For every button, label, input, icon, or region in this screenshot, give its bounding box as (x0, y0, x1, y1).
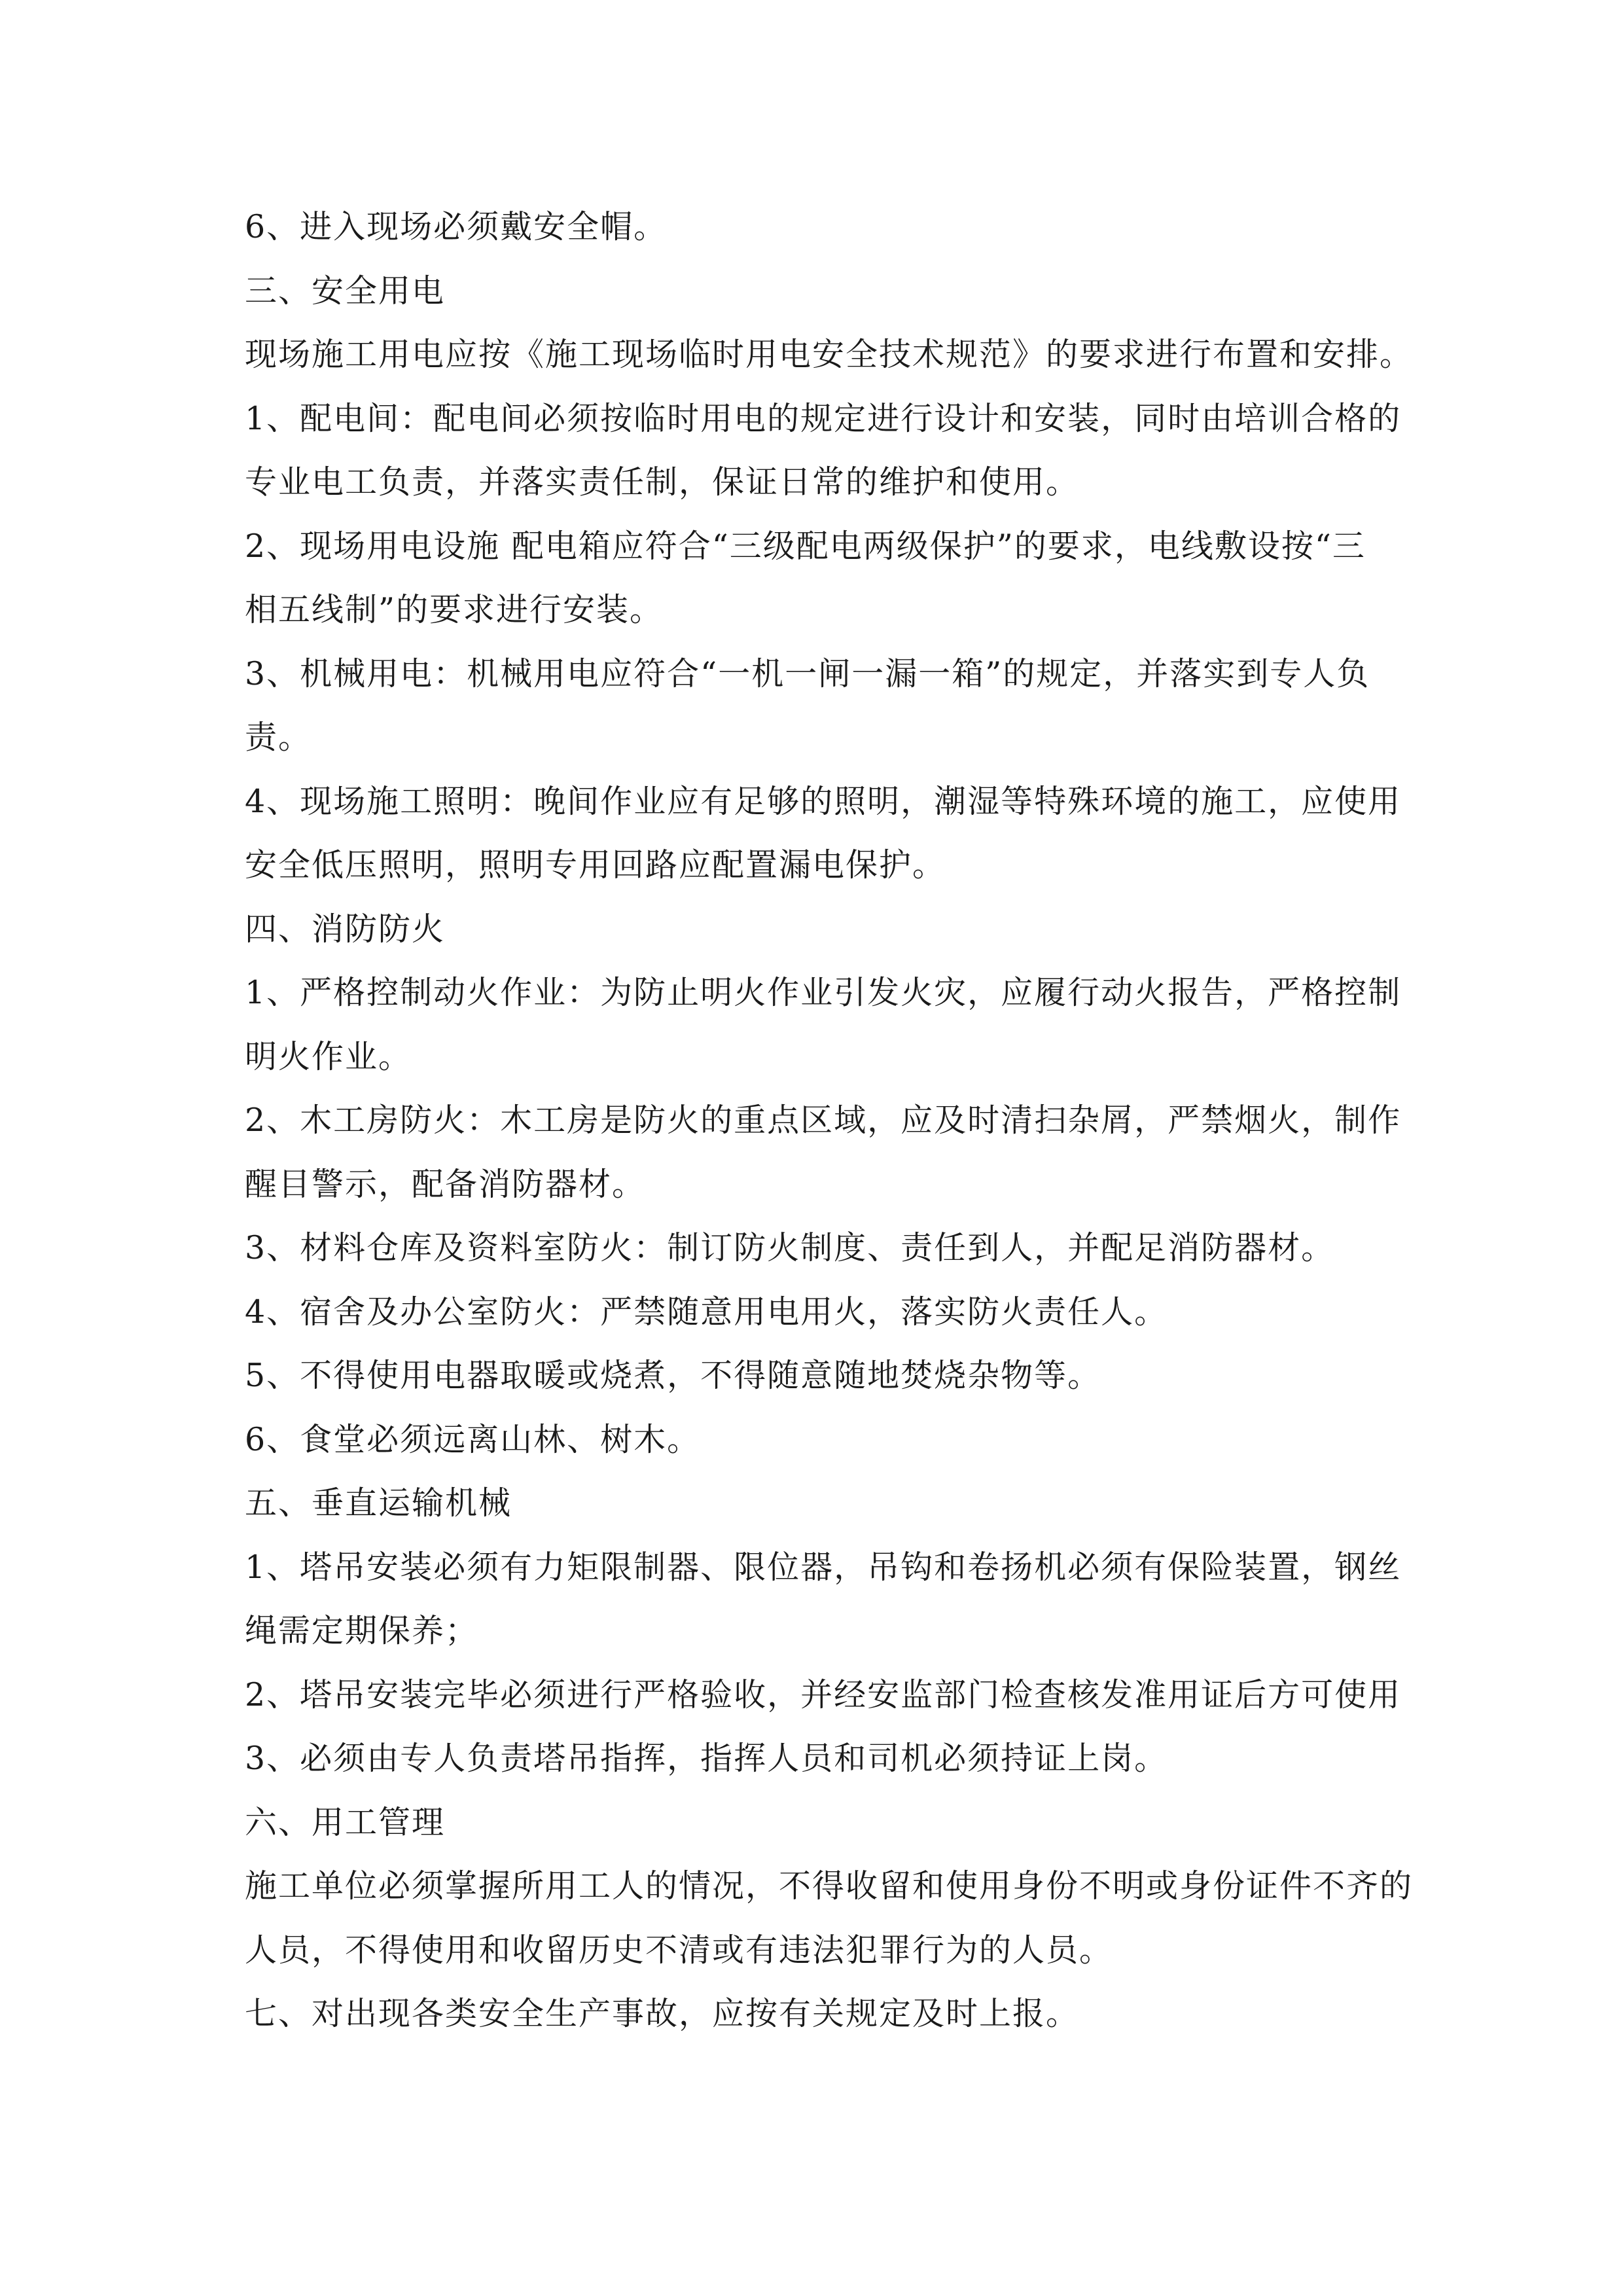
section-heading-lifting: 五、垂直运输机械 (245, 1484, 512, 1522)
item-woodshop: 2、木工房防火：木工房是防火的重点区域，应及时清扫杂屑，严禁烟火，制作 (245, 1102, 1402, 1139)
item-woodshop-cont: 醒目警示，配备消防器材。 (245, 1165, 646, 1203)
item-crane-command: 3、必须由专人负责塔吊指挥，指挥人员和司机必须持证上岗。 (245, 1740, 1168, 1777)
item-crane-install: 1、塔吊安装必须有力矩限制器、限位器，吊钩和卷扬机必须有保险装置，钢丝 (245, 1548, 1402, 1586)
section-heading-labor: 六、用工管理 (245, 1803, 446, 1841)
item-hot-work: 1、严格控制动火作业：为防止明火作业引发火灾，应履行动火报告，严格控制 (245, 974, 1402, 1011)
section-heading-accident-report: 七、对出现各类安全生产事故，应按有关规定及时上报。 (245, 1995, 1080, 2032)
item-machine-power-cont: 责。 (245, 719, 312, 756)
item-distribution-room-cont: 专业电工负责，并落实责任制，保证日常的维护和使用。 (245, 463, 1080, 501)
item-crane-install-cont: 绳需定期保养； (245, 1612, 479, 1649)
paragraph-labor: 施工单位必须掌握所用工人的情况，不得收留和使用身份不明或身份证件不齐的 (245, 1867, 1414, 1905)
item-canteen: 6、食堂必须远离山林、树木。 (245, 1420, 701, 1458)
item-machine-power: 3、机械用电：机械用电应符合“一机一闸一漏一箱”的规定，并落实到专人负 (245, 655, 1370, 692)
section-heading-electricity: 三、安全用电 (245, 272, 446, 310)
item-site-lighting: 4、现场施工照明：晚间作业应有足够的照明，潮湿等特殊环境的施工，应使用 (245, 782, 1402, 820)
item-helmet: 6、进入现场必须戴安全帽。 (245, 208, 668, 245)
item-heating: 5、不得使用电器取暖或烧煮，不得随意随地焚烧杂物等。 (245, 1357, 1101, 1394)
document-body (245, 195, 1414, 2046)
section-heading-fire: 四、消防防火 (245, 910, 446, 948)
item-site-power: 2、现场用电设施 配电箱应符合“三级配电两级保护”的要求，电线敷设按“三 (245, 527, 1366, 565)
item-dormitory: 4、宿舍及办公室防火：严禁随意用电用火，落实防火责任人。 (245, 1293, 1168, 1331)
item-warehouse: 3、材料仓库及资料室防火：制订防火制度、责任到人，并配足消防器材。 (245, 1229, 1335, 1266)
item-crane-acceptance: 2、塔吊安装完毕必须进行严格验收，并经安监部门检查核发准用证后方可使用 (245, 1676, 1402, 1713)
paragraph-labor-cont: 人员，不得使用和收留历史不清或有违法犯罪行为的人员。 (245, 1931, 1113, 1969)
item-hot-work-cont: 明火作业。 (245, 1037, 412, 1075)
item-distribution-room: 1、配电间：配电间必须按临时用电的规定进行设计和安装，同时由培训合格的 (245, 399, 1402, 437)
paragraph-electricity-intro: 现场施工用电应按《施工现场临时用电安全技术规范》的要求进行布置和安排。 (245, 336, 1414, 373)
item-site-lighting-cont: 安全低压照明，照明专用回路应配置漏电保护。 (245, 846, 946, 884)
item-site-power-cont: 相五线制”的要求进行安装。 (245, 591, 664, 628)
